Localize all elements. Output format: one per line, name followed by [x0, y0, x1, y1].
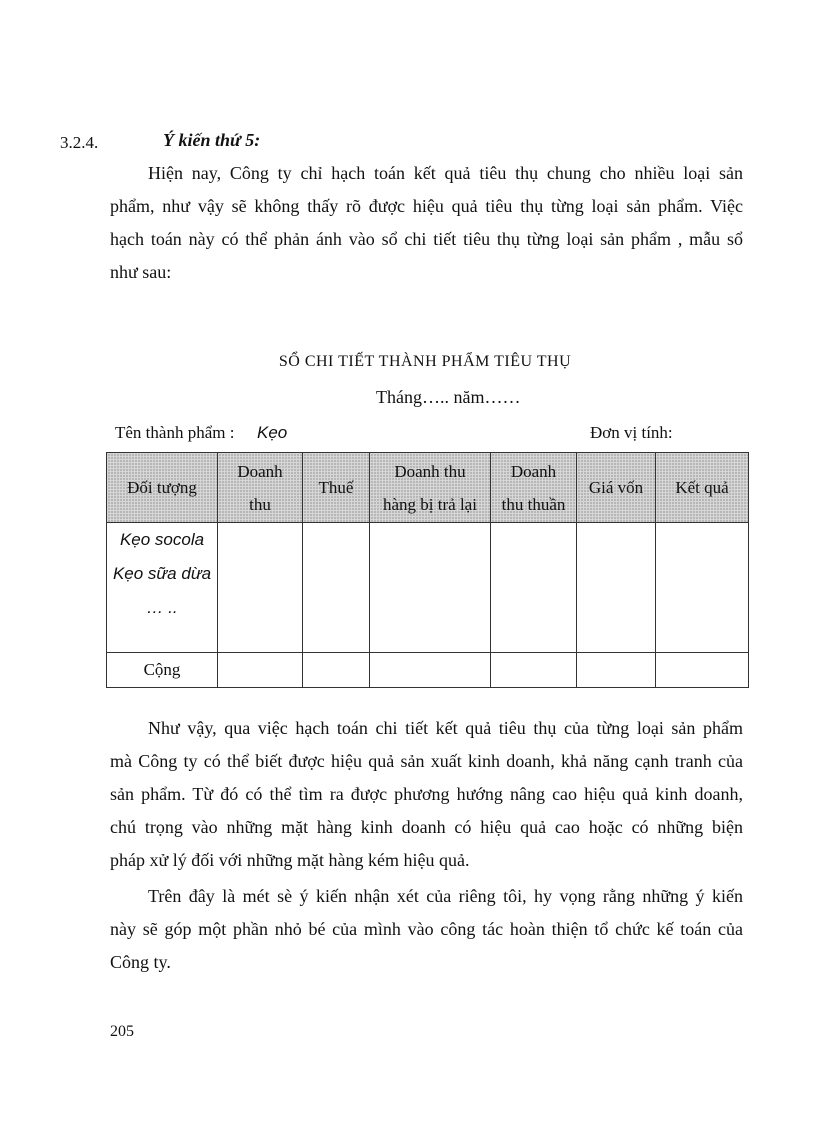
product-value: Kẹo — [257, 423, 288, 442]
column-header — [577, 453, 656, 523]
table-cell — [303, 523, 370, 653]
paragraph-line: hạch toán này có thể phản ánh vào sổ chi tiết tiêu thụ từng loại sản phẩm , mẫu sổ — [110, 229, 743, 249]
column-header — [218, 453, 303, 523]
total-row — [107, 653, 749, 688]
column-header-text: Doanh — [237, 461, 283, 481]
table-cell — [577, 653, 656, 688]
ledger-table — [106, 452, 749, 688]
column-header — [303, 453, 370, 523]
column-header-text: thu thuần — [501, 494, 566, 514]
table-row — [107, 523, 749, 653]
column-header-text: Thuế — [318, 478, 354, 497]
paragraph-line: sản phẩm. Từ đó có thể tìm ra được phương hướng nâng cao hiệu quả kinh doanh, — [110, 784, 743, 804]
column-header-text: thu — [249, 494, 271, 514]
column-header-text: Doanh thu — [394, 461, 466, 481]
paragraph-line: phẩm, như vậy sẽ không thấy rõ được hiệu quả tiêu thụ từng loại sản phẩm. Việc — [110, 196, 743, 216]
unit-label: Đơn vị tính: — [590, 423, 673, 442]
paragraph-line: Như vậy, qua việc hạch toán chi tiết kết quả tiêu thụ của từng loại sản phẩm — [148, 718, 743, 738]
column-header-text: Giá vốn — [588, 478, 644, 497]
paragraph-line: Công ty. — [110, 952, 171, 972]
table-cell — [656, 523, 749, 653]
table-cell — [491, 653, 577, 688]
table-cell — [577, 523, 656, 653]
ledger-title: SỔ CHI TIẾT THÀNH PHẨM TIÊU THỤ — [278, 353, 572, 370]
items-cell — [107, 523, 218, 653]
table-cell — [303, 653, 370, 688]
item-name: … .. — [146, 598, 178, 617]
column-header — [491, 453, 577, 523]
product-label: Tên thành phẩm : — [115, 423, 235, 442]
table-cell — [370, 653, 491, 688]
section-number: 3.2.4. — [60, 133, 99, 152]
column-header-text: Đối tượng — [127, 478, 197, 497]
paragraph-line: pháp xử lý đối với những mặt hàng kém hiệu quả. — [110, 850, 470, 870]
page-number: 205 — [110, 1023, 134, 1040]
table-cell — [218, 653, 303, 688]
paragraph-conclusion — [110, 712, 743, 877]
paragraph-line: chú trọng vào những mặt hàng kinh doanh có hiệu quả cao hoặc có những biện — [110, 817, 743, 837]
item-name: Kẹo sữa dừa — [112, 564, 212, 583]
column-header-text: hàng bị trả lại — [383, 494, 477, 514]
table-cell — [370, 523, 491, 653]
table-cell — [491, 523, 577, 653]
paragraph-line: Hiện nay, Công ty chỉ hạch toán kết quả tiêu thụ chung cho nhiều loại sản — [148, 163, 743, 183]
column-header-text: Doanh — [510, 461, 557, 481]
paragraph-line: Trên đây là mét sè ý kiến nhận xét của riêng tôi, hy vọng rằng những ý kiến — [148, 886, 743, 906]
table-cell — [656, 653, 749, 688]
column-header — [656, 453, 749, 523]
paragraph-line: như sau: — [110, 262, 172, 282]
total-label: Cộng — [107, 653, 218, 688]
ledger-period: Tháng….. năm…… — [376, 387, 521, 407]
paragraph-closing — [110, 880, 743, 979]
paragraph-line: này sẽ góp một phần nhỏ bé của mình vào công tác hoàn thiện tổ chức kế toán của — [110, 919, 743, 939]
header-row — [107, 453, 749, 523]
paragraph-intro — [110, 157, 743, 289]
column-header — [370, 453, 491, 523]
item-name: Kẹo socola — [119, 530, 205, 549]
table-cell — [218, 523, 303, 653]
section-title: Ý kiến thứ 5: — [163, 130, 261, 150]
paragraph-line: mà Công ty có thể biết được hiệu quả sản xuất kinh doanh, khả năng cạnh tranh của — [110, 751, 743, 771]
column-header — [107, 453, 218, 523]
column-header-text: Kết quả — [675, 478, 729, 497]
